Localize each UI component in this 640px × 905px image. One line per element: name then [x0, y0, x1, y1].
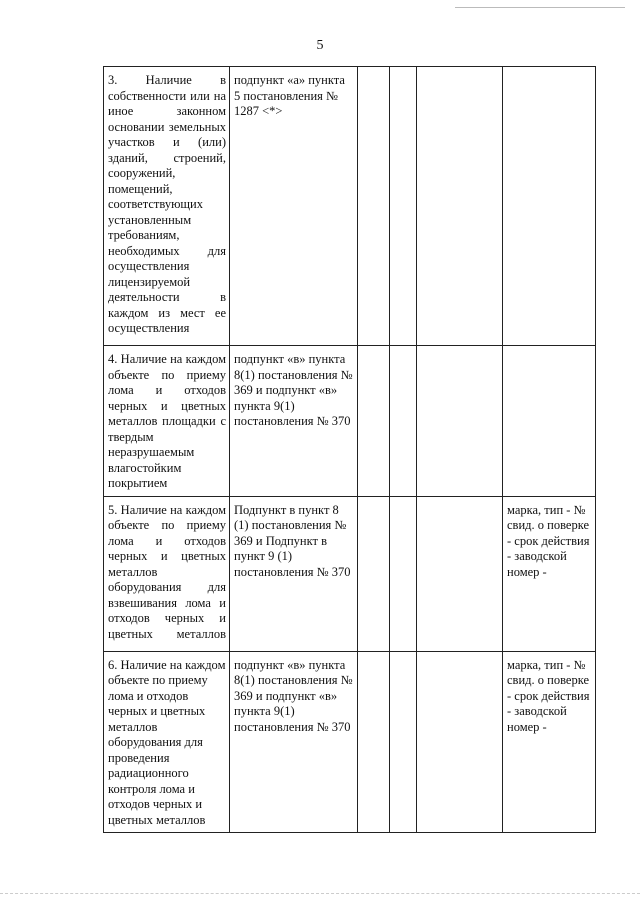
answer-na-cell — [417, 496, 503, 651]
answer-yes-cell — [358, 346, 390, 497]
answer-no-cell — [390, 346, 417, 497]
legal-reference-cell: подпункт «а» пункта 5 постановления № 1287 <*> — [230, 67, 358, 346]
answer-na-cell — [417, 651, 503, 833]
checklist-table — [103, 66, 596, 833]
legal-reference-cell: подпункт «в» пункта 8(1) постановления № 369 и подпункт «в» пункта 9(1) постановления № 370 — [230, 651, 358, 833]
answer-na-cell — [417, 67, 503, 346]
table-row — [104, 67, 596, 346]
requirement-cell: 5. Наличие на каждом объекте по приему лома и отходов черных и цветных металлов оборудования для взвешивания лома и отходов черных и цветных металлов — [104, 496, 230, 651]
note-cell: марка, тип - № свид. о поверке - срок действия - заводской номер - — [503, 496, 596, 651]
table-row — [104, 346, 596, 497]
answer-no-cell — [390, 496, 417, 651]
answer-na-cell — [417, 346, 503, 497]
requirement-cell: 6. Наличие на каждом объекте по приему лома и отходов черных и цветных металлов оборудования для проведения радиационного контроля лома и отходов черных и цветных металлов — [104, 651, 230, 833]
requirement-cell: 3. Наличие в собственности или на иное законном основании земельных участков и (или) зданий, строений, сооружений, помещений, соответствующих установленным требованиям, необходимых для осуществления лицензируемой деятельности в каждом из мест ее осуществления — [104, 67, 230, 346]
requirement-cell: 4. Наличие на каждом объекте по приему лома и отходов черных и цветных металлов площадки с твердым неразрушаемым влагостойким покрытием — [104, 346, 230, 497]
answer-yes-cell — [358, 67, 390, 346]
note-cell — [503, 346, 596, 497]
table-row — [104, 496, 596, 651]
bottom-edge-rule — [0, 893, 640, 894]
table-row — [104, 651, 596, 833]
answer-yes-cell — [358, 651, 390, 833]
legal-reference-cell: Подпункт в пункт 8 (1) постановления № 369 и Подпункт в пункт 9 (1) постановления № 370 — [230, 496, 358, 651]
note-cell — [503, 67, 596, 346]
answer-yes-cell — [358, 496, 390, 651]
legal-reference-cell: подпункт «в» пункта 8(1) постановления № 369 и подпункт «в» пункта 9(1) постановления № 370 — [230, 346, 358, 497]
page-number: 5 — [316, 38, 324, 53]
answer-no-cell — [390, 67, 417, 346]
answer-no-cell — [390, 651, 417, 833]
note-cell: марка, тип - № свид. о поверке - срок действия - заводской номер - — [503, 651, 596, 833]
top-edge-rule — [455, 7, 625, 8]
